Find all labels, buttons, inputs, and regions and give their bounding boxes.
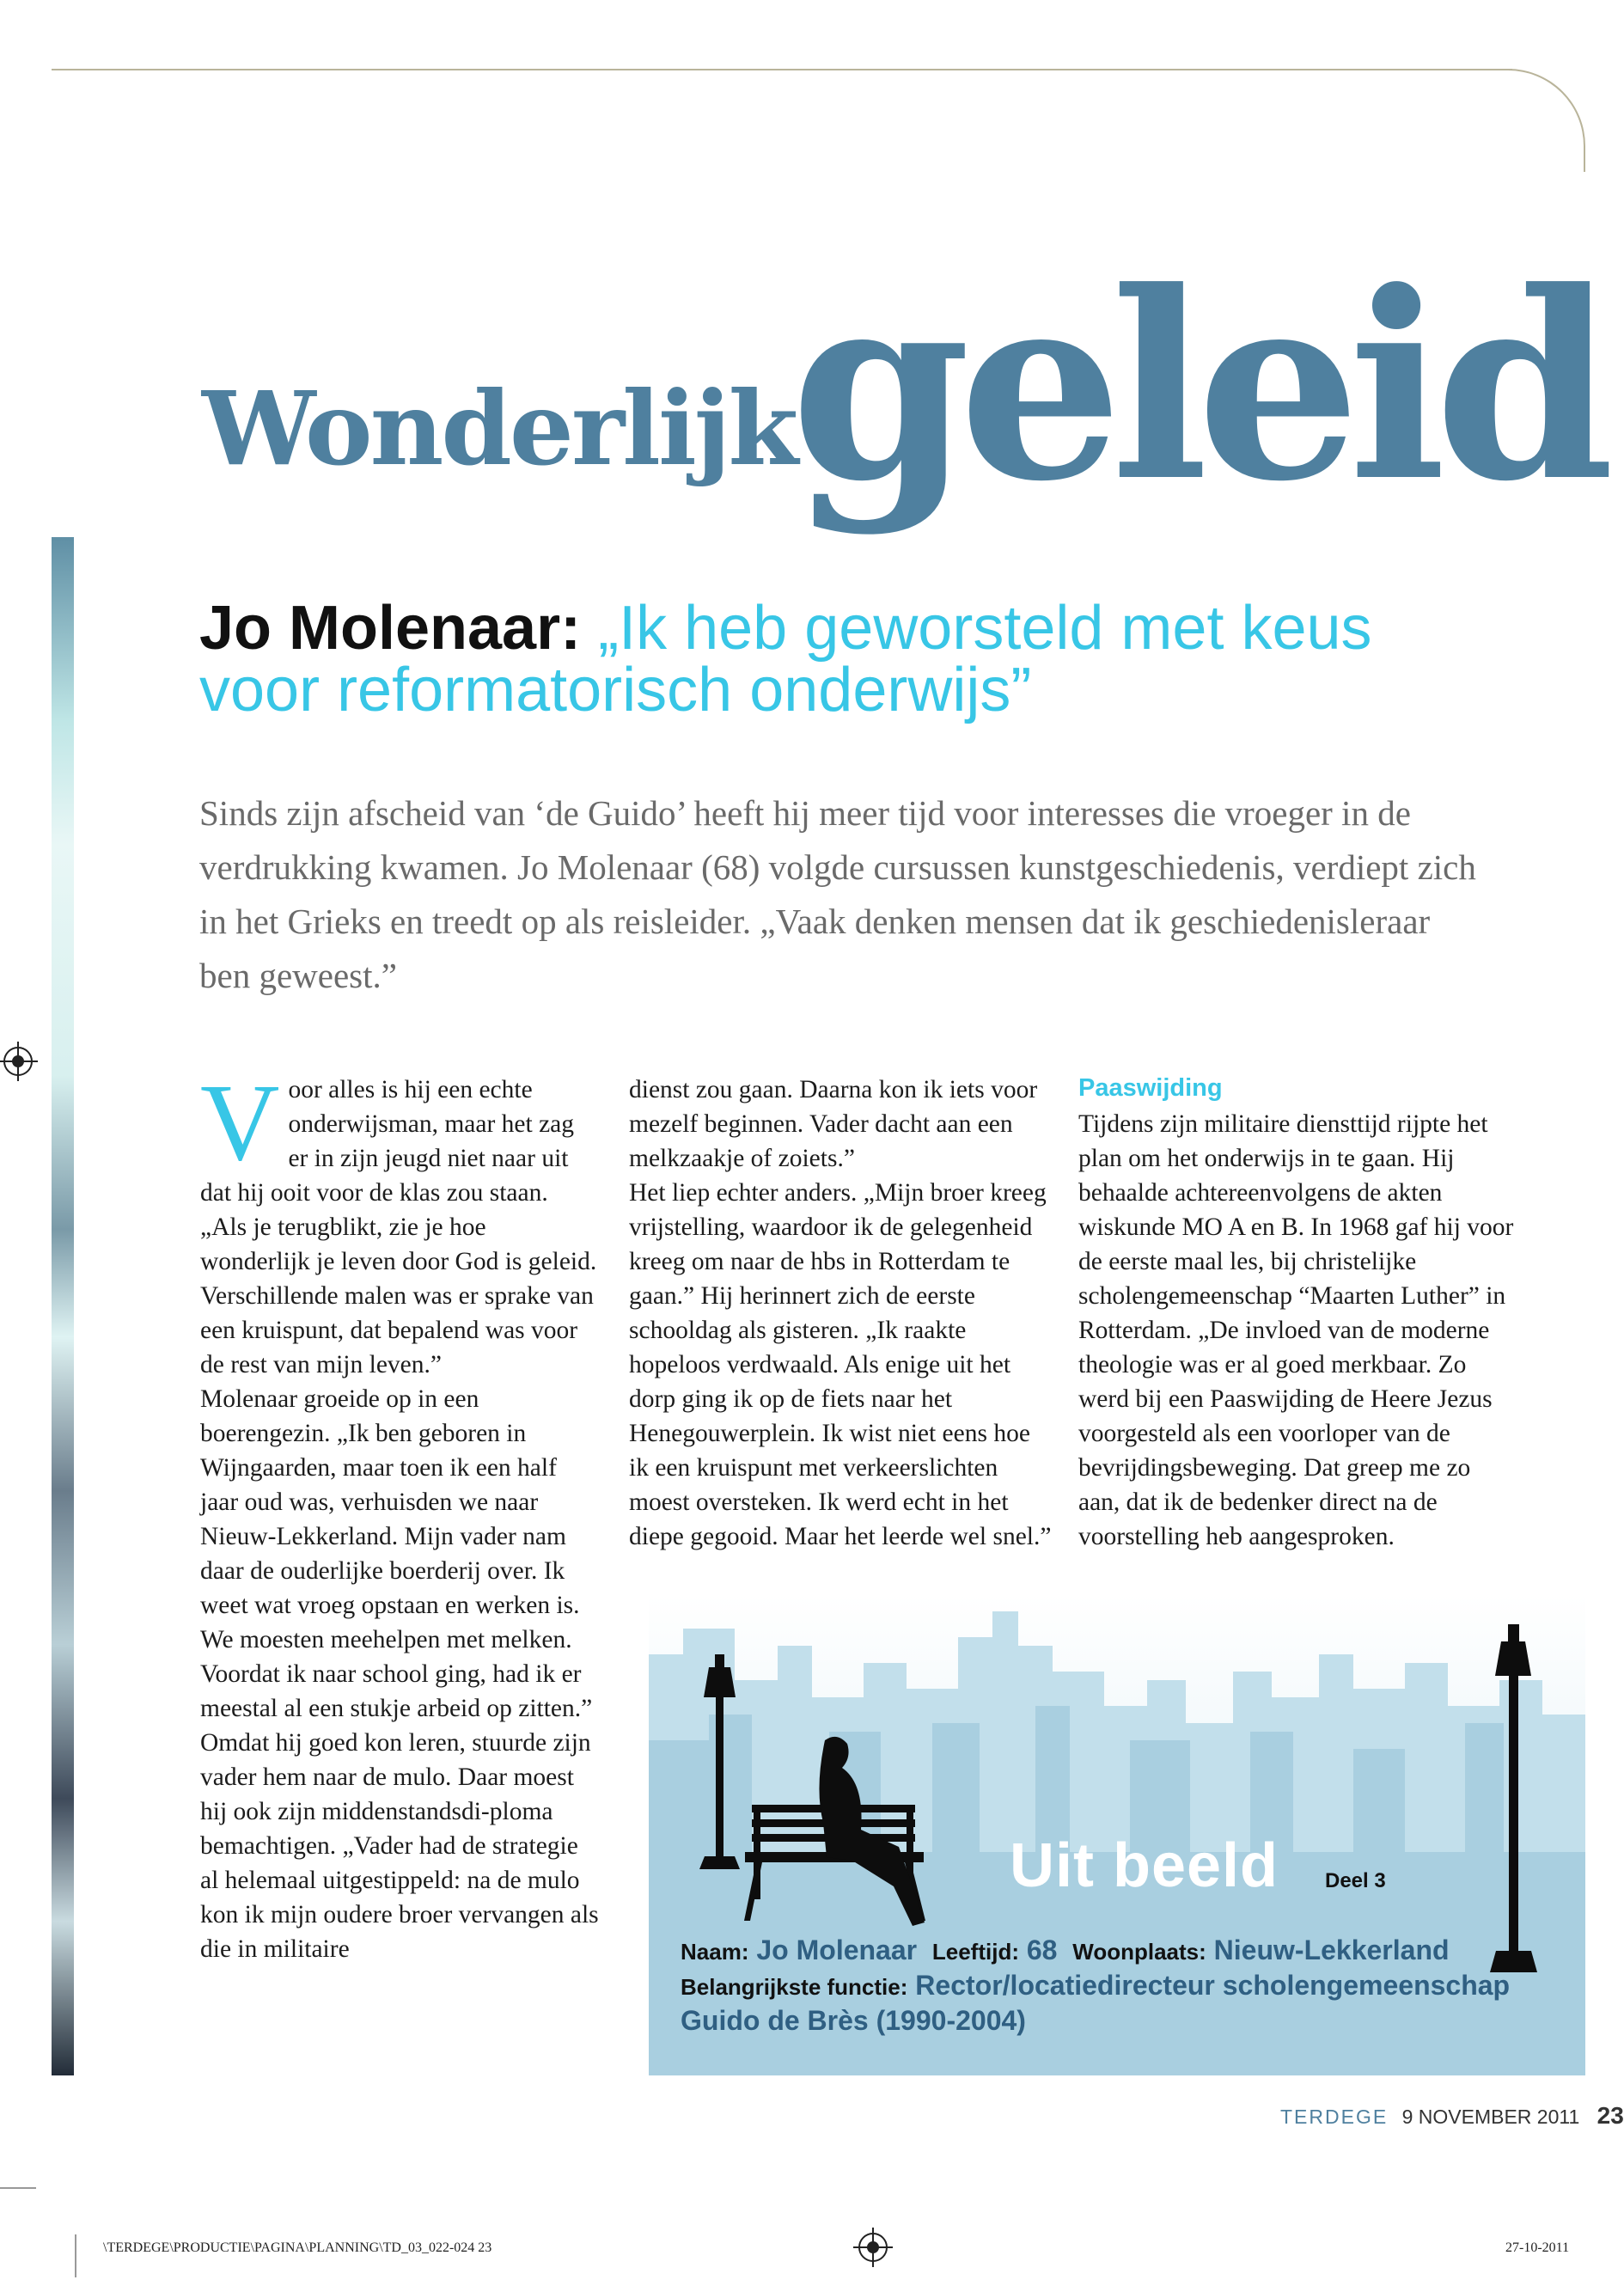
article-column-1 [200, 1061, 600, 1966]
residence-label: Woonplaats: [1072, 1939, 1206, 1965]
column3-paragraph-1: Tijdens zijn militaire diensttijd rijpte het plan om het onderwijs in te gaan. Hij behaalde achtereenvolgens de akten wiskunde MO A en B. In 1968 gaf hij voor de eerste maal les, bij christelijke scholengemeenschap “Maarten Luther” in Rotterdam. „De invloed van de moderne theologie was er al goed merkbaar. Zo werd bij een Paaswijding de Heere Jezus voorgesteld als een voorloper van de bevrijdingsbeweging. Dat greep me zo aan, dat ik de bedenker direct na de voorstelling heb aangesproken. [1078, 1110, 1514, 1550]
slug-rule [75, 2234, 76, 2277]
series-title: Uit beeld [1010, 1831, 1279, 1900]
function-value: Rector/locatiedirecteur scholengemeenschap Guido de Brès (1990-2004) [681, 1970, 1511, 2036]
function-label: Belangrijkste functie: [681, 1974, 908, 2000]
article-column-3 [1078, 1073, 1517, 1554]
page-corner [1495, 69, 1585, 172]
column1-paragraph-3: Omdat hij goed kon leren, stuurde zijn vader hem naar de mulo. Daar moest hij ook zijn middenstandsdi-ploma bemachtigen. „Vader had de strategie al helemaal uitgestippeld: na de mulo kon ik mijn oudere broer vervangen als die in militaire [200, 1729, 599, 1963]
column2-paragraph-1: dienst zou gaan. Daarna kon ik iets voor mezelf beginnen. Vader dacht aan een melkzaakje of zoiets.” [629, 1076, 1038, 1172]
name-label: Naam: [681, 1939, 749, 1965]
subtitle-name: Jo Molenaar: [199, 594, 582, 663]
column2-paragraph-2: Het liep echter anders. „Mijn broer kreeg vrijstelling, waardoor ik de gelegenheid kreeg om naar de hbs in Rotterdam te gaan.” Hij herinnert zich de eerste schooldag als gisteren. „Ik raakte hopeloos verdwaald. Als enige uit het dorp ging ik op de fiets naar het Henegouwerplein. Ik wist niet eens hoe ik een kruispunt met verkeerslichten moest oversteken. Ik werd echt in het diepe gegooid. Maar het leerde wel snel.” [629, 1179, 1052, 1550]
slug-date: 27-10-2011 [1505, 2240, 1570, 2255]
registration-mark-bottom [858, 2233, 888, 2262]
column1-paragraph-2: Molenaar groeide op in een boerengezin. „Ik ben geboren in Wijngaarden, maar toen ik een half jaar oud was, verhuisden we naar Nieuw-Lekkerland. Mijn vader nam daar de ouderlijke boerderij over. Ik weet wat vroeg opstaan en werken is. We moesten meehelpen met melken. Voordat ik naar school ging, had ik er meestal al een stukje arbeid op zitten.” [200, 1385, 593, 1722]
name-value: Jo Molenaar [756, 1935, 918, 1965]
issue-date: 9 NOVEMBER 2011 [1401, 2106, 1580, 2128]
subtitle [199, 594, 1402, 724]
intro-paragraph: Sinds zijn afscheid van ‘de Guido’ heeft hij meer tijd voor interesses die vroeger in de verdrukking kwamen. Jo Molenaar (68) volgde cursussen kunstgeschiedenis, verdiept zich in het Grieks en treedt op als reisleider. „Vaak denken mensen dat ik geschiedenisleraar ben geweest.” [199, 793, 1476, 995]
title-word-2: geleid [791, 235, 1603, 538]
slug-path: \TERDEGE\PRODUCTIE\PAGINA\PLANNING\TD_03_022-024 23 [103, 2240, 492, 2255]
subtitle-quote: „Ik heb geworsteld met keus voor reformatorisch onderwijs” [199, 594, 1372, 724]
crop-mark [0, 2187, 36, 2189]
top-rule [52, 69, 1512, 70]
drop-cap: V [200, 1061, 280, 1183]
series-part: Deel 3 [1325, 1869, 1386, 1892]
page-number: 23 [1597, 2102, 1624, 2129]
age-label: Leeftijd: [931, 1939, 1019, 1965]
info-box [681, 1934, 1540, 2038]
section-heading: Paaswijding [1078, 1074, 1223, 1102]
photo-strip [52, 537, 74, 2075]
column1-paragraph-1-text: oor alles is hij een echte onderwijsman, maar het zag er in zijn jeugd niet naar uit dat hij ooit voor de klas zou staan. „Als je terugblikt, zie je hoe wonderlijk je leven door God is geleid. Verschillende malen was er sprake van een kruispunt, dat bepalend was voor de rest van mijn leven.” [200, 1076, 597, 1378]
age-value: 68 [1026, 1935, 1058, 1965]
residence-value: Nieuw-Lekkerland [1213, 1935, 1450, 1965]
magazine-name: TERDEGE [1280, 2106, 1389, 2128]
page-footer [1280, 2102, 1624, 2130]
column1-paragraph-1 [200, 1061, 600, 1382]
article-column-2 [629, 1073, 1054, 1554]
registration-mark-left [3, 1047, 33, 1076]
title-word-1: Wonderlijk [202, 369, 797, 488]
